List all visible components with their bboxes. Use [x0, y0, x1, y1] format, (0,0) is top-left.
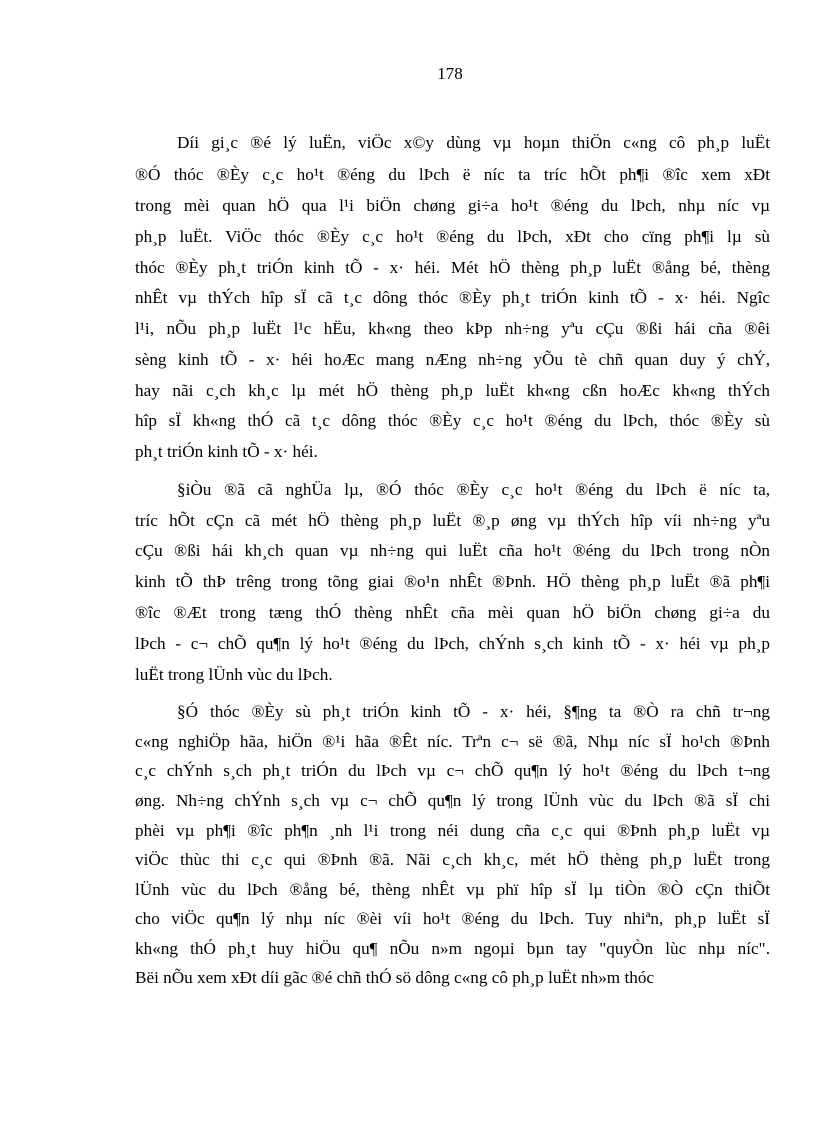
text-line: tríc hÕt cÇn cã mét hÖ thèng ph¸p luËt ®¸p øng vµ thÝch hîp víi nh÷ng yªu [135, 511, 770, 530]
text-line: hay nãi c¸ch kh¸c lµ mét hÖ thèng ph¸p luËt kh«ng cßn hoÆc kh«ng thÝch [135, 381, 770, 400]
text-line: §Ó thóc ®Èy sù ph¸t triÓn kinh tÕ - x· héi, §¶ng ta ®Ò ra chñ tr¬ng [177, 702, 770, 721]
text-line: lÜnh vùc du lÞch ®ång bé, thèng nhÊt vµ phï hîp sÏ lµ tiÒn ®Ò cÇn thiÕt [135, 880, 770, 899]
text-line: §iÒu ®ã cã nghÜa lµ, ®Ó thóc ®Èy c¸c ho¹t ®éng du lÞch ë níc ta, [177, 480, 770, 499]
page-number: 178 [437, 64, 463, 83]
text-line: trong mèi quan hÖ qua l¹i biÖn chøng gi÷a ho¹t ®éng du lÞch, nhµ níc vµ [135, 196, 770, 215]
text-line: sèng kinh tÕ - x· héi hoÆc mang nÆng nh÷ng yÕu tè chñ quan duy ý chÝ, [135, 350, 770, 369]
text-line: nhÊt vµ thÝch hîp sÏ cã t¸c dông thóc ®Èy ph¸t triÓn kinh tÕ - x· héi. Ngîc [135, 288, 770, 307]
text-line: phèi vµ ph¶i ®îc ph¶n ¸nh l¹i trong néi dung cña c¸c qui ®Þnh ph¸p luËt vµ [135, 821, 770, 840]
text-line: l¹i, nÕu ph¸p luËt l¹c hËu, kh«ng theo kÞp nh÷ng yªu cÇu ®ßi hái cña ®êi [135, 319, 770, 338]
text-line: viÖc thùc thi c¸c qui ®Þnh ®ã. Nãi c¸ch kh¸c, mét hÖ thèng ph¸p luËt trong [135, 850, 770, 869]
text-line: cho viÖc qu¶n lý nhµ níc ®èi víi ho¹t ®éng du lÞch. Tuy nhiªn, ph¸p luËt sÏ [135, 909, 770, 928]
text-line: hîp sÏ kh«ng thÓ cã t¸c dông thóc ®Èy c¸c ho¹t ®éng du lÞch, thóc ®Èy sù [135, 411, 770, 430]
text-line: lÞch - c¬ chÕ qu¶n lý ho¹t ®éng du lÞch, chÝnh s¸ch kinh tÕ - x· héi vµ ph¸p [135, 634, 770, 653]
text-line: øng. Nh÷ng chÝnh s¸ch vµ c¬ chÕ qu¶n lý trong lÜnh vùc du lÞch ®ã sÏ chi [135, 791, 770, 810]
text-line: thóc ®Èy ph¸t triÓn kinh tÕ - x· héi. Mét hÖ thèng ph¸p luËt ®ång bé, thèng [135, 258, 770, 277]
text-line: kinh tÕ thÞ trêng trong tõng giai ®o¹n nhÊt ®Þnh. HÖ thèng ph¸p luËt ®ã ph¶i [135, 572, 770, 591]
text-line: ®îc ®Æt trong tæng thÓ thèng nhÊt cña mèi quan hÖ biÖn chøng gi÷a du [135, 603, 770, 622]
text-line: c«ng nghiÖp hãa, hiÖn ®¹i hãa ®Êt níc. Trªn c¬ së ®ã, Nhµ níc sÏ ho¹ch ®Þnh [135, 732, 770, 751]
text-line: Bëi nÕu xem xÐt díi gãc ®é chñ thÓ sö dông c«ng cô ph¸p luËt nh»m thóc [135, 968, 655, 987]
text-line: Díi gi¸c ®é lý luËn, viÖc x©y dùng vµ hoµn thiÖn c«ng cô ph¸p luËt [177, 133, 770, 152]
text-line: ®Ó thóc ®Èy c¸c ho¹t ®éng du lÞch ë níc ta tríc hÕt ph¶i ®îc xem xÐt [135, 165, 770, 184]
text-line: luËt trong lÜnh vùc du lÞch. [135, 665, 333, 684]
text-line: kh«ng thÓ ph¸t huy hiÖu qu¶ nÕu n»m ngoµi bµn tay "quyÒn lùc nhµ níc". [135, 939, 770, 958]
text-line: ph¸p luËt. ViÖc thóc ®Èy c¸c ho¹t ®éng du lÞch, xÐt cho cïng ph¶i lµ sù [135, 227, 770, 246]
text-line: cÇu ®ßi hái kh¸ch quan vµ nh÷ng qui luËt cña ho¹t ®éng du lÞch trong nÒn [135, 541, 770, 560]
text-line: c¸c chÝnh s¸ch ph¸t triÓn du lÞch vµ c¬ chÕ qu¶n lý ho¹t ®éng du lÞch t¬ng [135, 761, 770, 780]
text-line: ph¸t triÓn kinh tÕ - x· héi. [135, 442, 318, 461]
